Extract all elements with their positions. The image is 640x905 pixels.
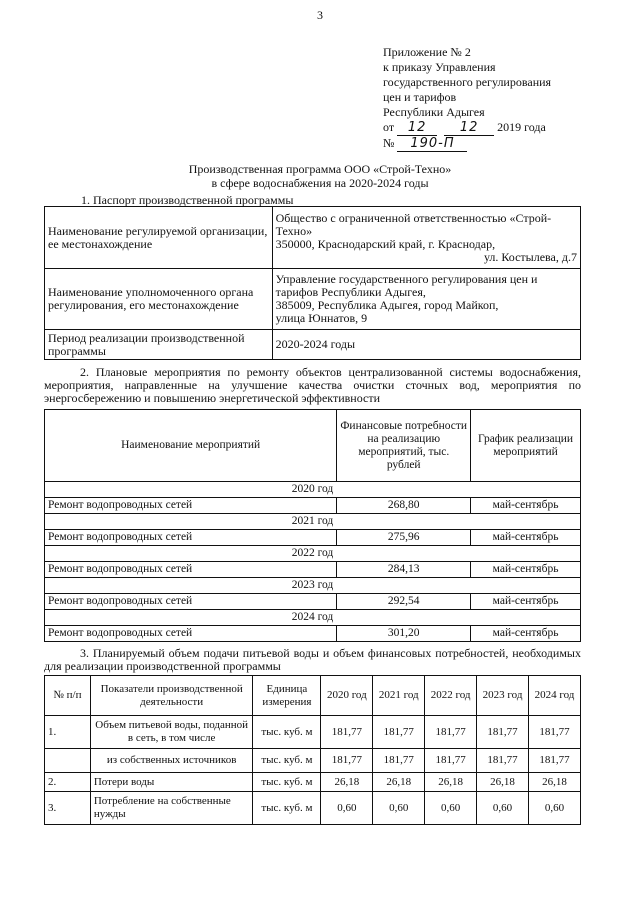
- date-year: 2019 года: [497, 120, 546, 134]
- table-row: из собственных источников тыс. куб. м 181,77 181,77 181,77 181,77 181,77: [45, 749, 581, 773]
- date-day: 12: [407, 120, 427, 135]
- volume-table: [44, 675, 581, 825]
- table-row: [45, 269, 581, 330]
- number-prefix: №: [383, 136, 395, 150]
- appendix-line: к приказу Управления: [383, 60, 496, 74]
- order-number-field: [397, 136, 467, 152]
- table-row: Ремонт водопроводных сетей 292,54 май-сентябрь: [45, 594, 581, 610]
- header-financial-needs: Финансовые потребности на реализацию мероприятий, тыс. рублей: [337, 410, 471, 482]
- passport-label: Период реализации производственной программы: [45, 330, 273, 360]
- passport-value: Управление государственного регулирования цен и тарифов Республики Адыгея, 385009, Республика Адыгея, город Майкоп, улица Юннатов, 9: [272, 269, 580, 330]
- table-row: Ремонт водопроводных сетей 284,13 май-сентябрь: [45, 562, 581, 578]
- appendix-date-line: [383, 120, 551, 136]
- table-row: 1. Объем питьевой воды, поданной в сеть, в том числе тыс. куб. м 181,77 181,77 181,77 181,77 181,77: [45, 716, 581, 749]
- date-day-field: [397, 120, 437, 136]
- passport-value: 2020-2024 годы: [272, 330, 580, 360]
- title-line: Производственная программа ООО «Строй-Техно»: [188, 162, 452, 176]
- passport-label: Наименование уполномоченного органа регулирования, его местонахождение: [45, 269, 273, 330]
- table-row: Ремонт водопроводных сетей 301,20 май-сентябрь: [45, 626, 581, 642]
- header-measure-name: Наименование мероприятий: [45, 410, 337, 482]
- table-header-row: [45, 410, 581, 482]
- appendix-line: Приложение № 2: [383, 45, 471, 59]
- table-row: 2. Потери воды тыс. куб. м 26,18 26,18 26,18 26,18 26,18: [45, 773, 581, 792]
- year-row: 2023 год: [45, 578, 581, 594]
- year-row: 2022 год: [45, 546, 581, 562]
- date-month-field: [444, 120, 494, 136]
- order-number: 190-П: [410, 136, 455, 151]
- table-header-row: № п/п Показатели производственной деятельности Единица измерения 2020 год 2021 год 2022 год 2023 год 2024 год: [45, 676, 581, 716]
- date-prefix: от: [383, 120, 395, 134]
- section3-heading: 3. Планируемый объем подачи питьевой воды и объем финансовых потребностей, необходимых для реализации производственной программы: [44, 646, 581, 673]
- table-row: Ремонт водопроводных сетей 275,96 май-сентябрь: [45, 530, 581, 546]
- page-number: 3: [317, 8, 323, 22]
- section1-heading: 1. Паспорт производственной программы: [81, 193, 294, 207]
- appendix-block: [383, 45, 551, 152]
- passport-value: Общество с ограниченной ответственностью «Строй-Техно» 350000, Краснодарский край, г. Краснодар, ул. Костылева, д.7: [272, 207, 580, 269]
- section2-heading: 2. Плановые мероприятия по ремонту объектов централизованной системы водоснабжения, мероприятия, направленные на улучшение качества очистки сточных вод, мероприятия по энергосбережению и повышению энергетической эффективности: [44, 365, 581, 405]
- passport-label: Наименование регулируемой организации, ее местонахождение: [45, 207, 273, 269]
- year-row: 2021 год: [45, 514, 581, 530]
- table-row: 3. Потребление на собственные нужды тыс. куб. м 0,60 0,60 0,60 0,60 0,60: [45, 792, 581, 825]
- title-line: в сфере водоснабжения на 2020-2024 годы: [211, 176, 429, 190]
- table-row: Ремонт водопроводных сетей 268,80 май-сентябрь: [45, 498, 581, 514]
- appendix-line: государственного регулирования: [383, 75, 552, 89]
- table-row: [45, 207, 581, 269]
- appendix-line: цен и тарифов: [383, 90, 457, 104]
- date-month: 12: [459, 120, 479, 135]
- table-row: [45, 330, 581, 360]
- document-title: [0, 162, 640, 190]
- header-schedule: График реализации мероприятий: [471, 410, 581, 482]
- year-row: 2024 год: [45, 610, 581, 626]
- appendix-line: Республики Адыгея: [383, 105, 485, 119]
- year-row: 2020 год: [45, 482, 581, 498]
- appendix-number-line: [383, 136, 551, 152]
- passport-table: [44, 206, 581, 360]
- measures-table: [44, 409, 581, 642]
